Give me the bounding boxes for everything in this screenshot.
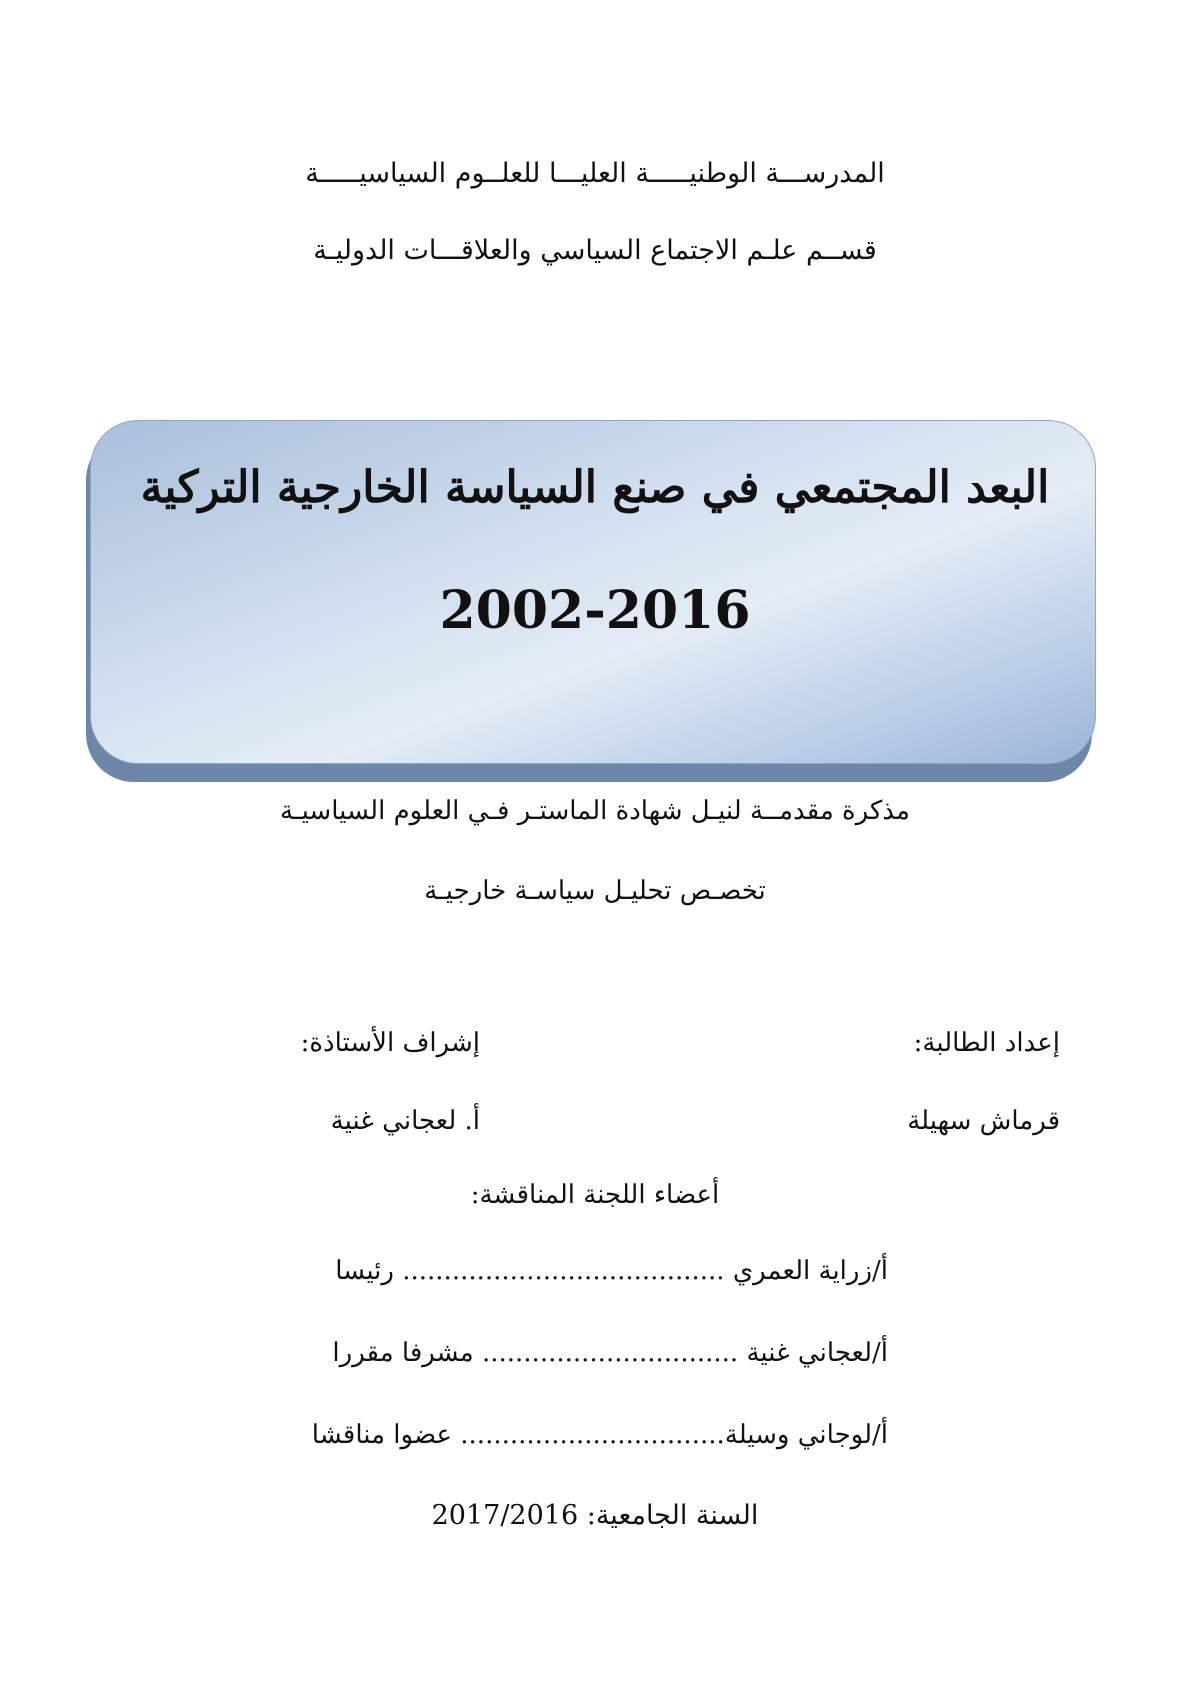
committee-heading: أعضاء اللجنة المناقشة: (470, 1180, 720, 1210)
committee-member-supervisor: أ/لعجاني غنية ............................... مشرفا مقررا (332, 1338, 888, 1368)
committee-member-examiner: أ/لوجاني وسيلة................................ عضوا مناقشا (311, 1420, 888, 1450)
student-name: قرماش سهيلة (907, 1106, 1060, 1136)
committee-member-chair: أ/زراية العمري ....................................... رئيسا (335, 1256, 888, 1286)
supervision-label: إشراف الأستاذة: (300, 1028, 480, 1058)
academic-year: السنة الجامعية: 2017/2016 (431, 1500, 759, 1531)
thesis-years: 2002-2016 (439, 580, 751, 641)
school-name: المدرســـة الوطنيـــــة العليـــا للعلــوم السياسيـــــة (305, 158, 885, 189)
specialization: تخصـص تحليـل سياسـة خارجيـة (424, 876, 766, 906)
memo-purpose: مذكرة مقدمــة لنيـل شهادة الماستـر فـي العلوم السياسيـة (280, 796, 910, 826)
thesis-title: البعد المجتمعي في صنع السياسة الخارجية التركية (140, 462, 1050, 513)
supervisor-name: أ. لعجاني غنية (330, 1106, 480, 1136)
prepared-by-label: إعداد الطالبة: (913, 1028, 1060, 1058)
department-name: قســم علـم الاجتماع السياسي والعلاقـــات الدوليـة (313, 235, 877, 266)
